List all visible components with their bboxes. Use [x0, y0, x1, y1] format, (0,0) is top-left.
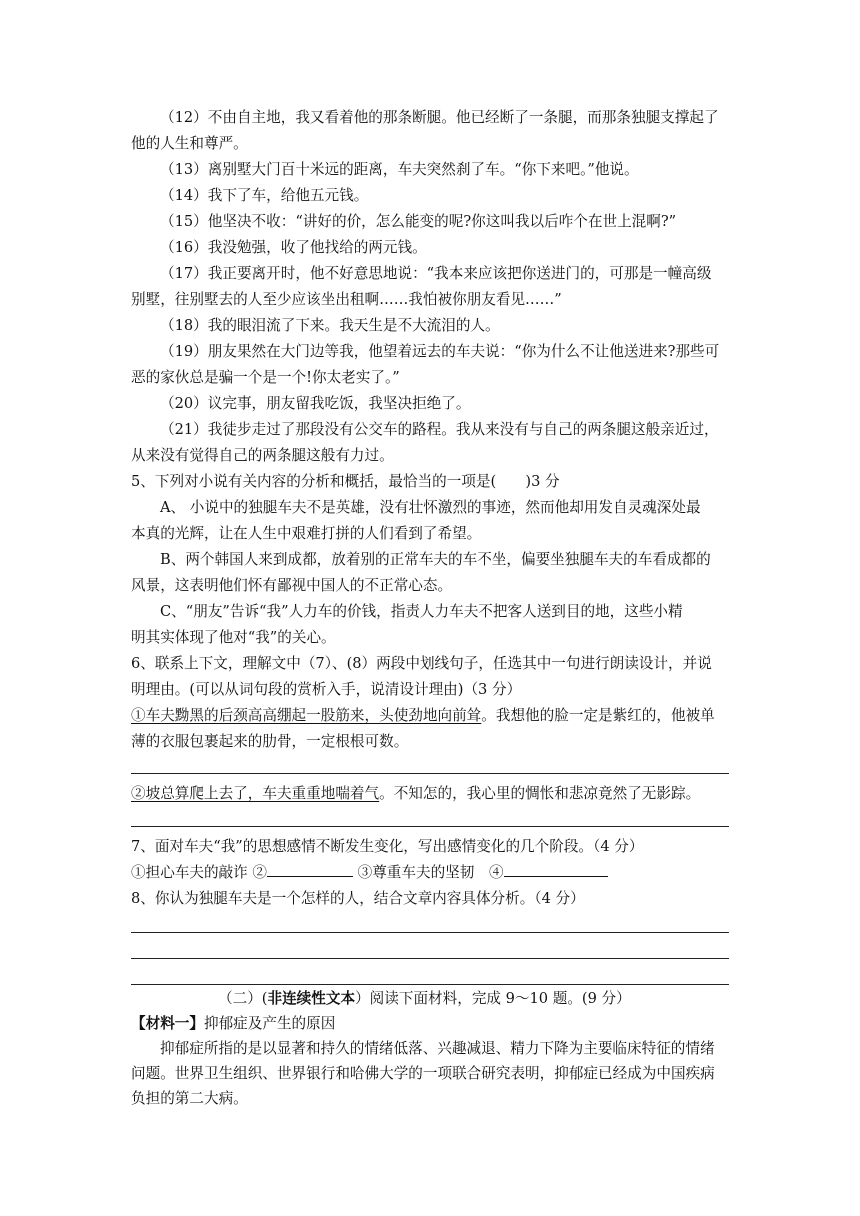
- question-5-option-b-line-1: B、两个韩国人来到成都，放着别的正常车夫的车不坐，偏要坐独腿车夫的车看成都的: [160, 551, 711, 568]
- question-6-sentence-1-line-2: 薄的衣服包裹起来的肋骨，一定根根可数。: [131, 733, 409, 750]
- answer-line-8c[interactable]: [131, 984, 729, 985]
- stage-4-blank[interactable]: [504, 862, 608, 877]
- section-2-suffix: ）阅读下面材料，完成 9～10 题。(9 分）: [355, 990, 631, 1007]
- material-1-heading: [131, 1013, 731, 1035]
- sentence-1-rest: 。我想他的脸一定是紫红的，他被单: [481, 707, 715, 724]
- answer-line-6b[interactable]: [131, 826, 729, 827]
- material-1-line-3: 负担的第二大病。: [131, 1090, 248, 1107]
- stage-1-text: ①担心车夫的敲诈 ②: [131, 864, 267, 881]
- paragraph-19-line-2: 恶的家伙总是骗一个是一个!你太老实了。”: [131, 369, 400, 386]
- question-6-sentence-2: [131, 783, 731, 805]
- question-5-option-c-line-2: 明其实体现了他对“我”的关心。: [131, 629, 336, 646]
- stage-2-blank[interactable]: [267, 862, 353, 877]
- section-2-heading: [218, 988, 738, 1010]
- paragraph-14: （14）我下了车，给他五元钱。: [160, 187, 369, 204]
- paragraph-18: （18）我的眼泪流了下来。我天生是不大流泪的人。: [160, 317, 500, 334]
- question-6-stem-line-1: 6、联系上下文，理解文中（7）、(8）两段中划线句子，任选其中一句进行朗读设计，并说: [131, 655, 712, 672]
- sentence-2-rest: 。不知怎的，我心里的惆怅和悲凉竟然了无影踪。: [379, 785, 701, 802]
- question-5-option-a-line-2: 本真的光辉，让在人生中艰难打拼的人们看到了希望。: [131, 525, 482, 542]
- paragraph-21-line-2: 从来没有觉得自己的两条腿这般有力过。: [131, 447, 394, 464]
- question-7-answers: [131, 862, 731, 884]
- question-5-option-c-line-1: C、“朋友”告诉“我”人力车的价钱，指责人力车夫不把客人送到目的地，这些小精: [160, 603, 683, 620]
- stage-3-text: ③尊重车夫的坚韧 ④: [352, 864, 504, 881]
- material-1-label: 【材料一】: [131, 1015, 204, 1032]
- answer-line-6a[interactable]: [131, 773, 729, 774]
- paragraph-12-line-1: （12）不由自主地，我又看着他的那条断腿。他已经断了一条腿，而那条独腿支撑起了: [160, 109, 719, 126]
- sentence-2-underlined: ②坡总算爬上去了，车夫重重地喘着气: [131, 785, 380, 802]
- question-8-stem: 8、你认为独腿车夫是一个怎样的人，结合文章内容具体分析。（4 分）: [131, 890, 585, 907]
- paragraph-13: （13）离别墅大门百十米远的距离，车夫突然刹了车。“你下来吧。”他说。: [160, 161, 639, 178]
- paragraph-12-line-2: 他的人生和尊严。: [131, 135, 248, 152]
- paragraph-16: （16）我没勉强，收了他找给的两元钱。: [160, 239, 427, 256]
- question-5-option-b-line-2: 风景，这表明他们怀有鄙视中国人的不正常心态。: [131, 577, 453, 594]
- paragraph-17-line-2: 别墅，往别墅去的人至少应该坐出租啊……我怕被你朋友看见……”: [131, 291, 562, 308]
- answer-line-8b[interactable]: [131, 958, 729, 959]
- paragraph-19-line-1: （19）朋友果然在大门边等我，他望着远去的车夫说：“你为什么不让他送进来?那些可: [160, 343, 720, 360]
- sentence-1-underlined: ①车夫黝黑的后颈高高绷起一股筋来，头使劲地向前耸: [131, 707, 482, 724]
- paragraph-21-line-1: （21）我徒步走过了那段没有公交车的路程。我从来没有与自己的两条腿这般亲近过，: [160, 421, 719, 438]
- material-1-title: 抑郁症及产生的原因: [203, 1015, 336, 1032]
- paragraph-17-line-1: （17）我正要离开时，他不好意思地说：“我本来应该把你送进门的，可那是一幢高级: [160, 265, 712, 282]
- answer-line-8a[interactable]: [131, 932, 729, 933]
- material-1-line-2: 问题。世界卫生组织、世界银行和哈佛大学的一项联合研究表明，抑郁症已经成为中国疾病: [131, 1065, 715, 1082]
- section-2-prefix: （二）(: [218, 990, 268, 1007]
- section-2-bold-label: 非连续性文本: [267, 990, 356, 1007]
- question-6-stem-line-2: 明理由。(可以从词句段的赏析入手，说清设计理由)（3 分）: [131, 681, 522, 698]
- paragraph-20: （20）议完事，朋友留我吃饭，我坚决拒绝了。: [160, 395, 471, 412]
- question-5-stem: 5、下列对小说有关内容的分析和概括，最恰当的一项是( )3 分: [131, 473, 560, 490]
- question-5-option-a-line-1: A、 小说中的独腿车夫不是英雄，没有壮怀激烈的事迹，然而他却用发自灵魂深处最: [160, 499, 701, 516]
- paragraph-15: （15）他坚决不收：“讲好的价，怎么能变的呢?你这叫我以后咋个在世上混啊?”: [160, 213, 677, 230]
- question-7-stem: 7、面对车夫“我”的思想感情不断发生变化，写出感情变化的几个阶段。（4 分）: [131, 838, 644, 855]
- question-6-sentence-1: [131, 705, 731, 727]
- material-1-line-1: 抑郁症所指的是以显著和持久的情绪低落、兴趣减退、精力下降为主要临床特征的情绪: [160, 1040, 715, 1057]
